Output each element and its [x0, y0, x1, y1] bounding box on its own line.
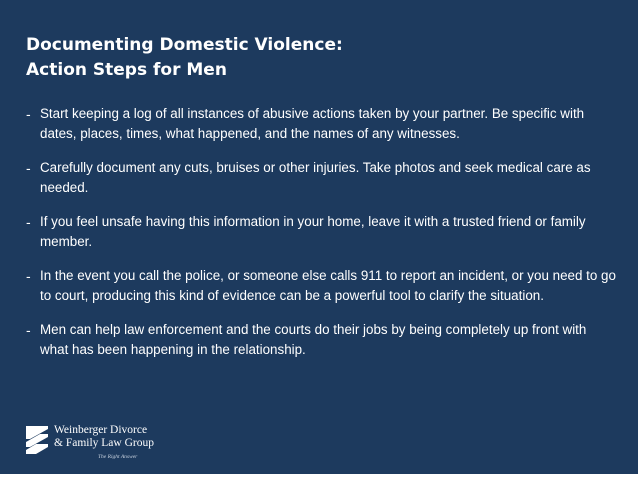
bullet-dash: -	[26, 322, 31, 338]
slide-title-line-1: Documenting Domestic Violence:	[26, 35, 343, 55]
bullet-text: Men can help law enforcement and the courts do their jobs by being completely up front with what has been happening in the relationship.	[40, 322, 587, 357]
bullet-dash: -	[26, 160, 31, 176]
logo-line-1: Weinberger Divorce	[54, 424, 148, 436]
bullet-list	[26, 104, 616, 374]
logo-wordmark	[54, 424, 154, 450]
bullet-text: Carefully document any cuts, bruises or other injuries. Take photos and seek medical care as needed.	[40, 160, 591, 195]
bullet-dash: -	[26, 268, 31, 284]
bullet-text: If you feel unsafe having this information in your home, leave it with a trusted friend or family member.	[40, 214, 586, 249]
bullet-item	[26, 320, 616, 360]
bullet-item	[26, 104, 616, 144]
slide-title-line-2: Action Steps for Men	[26, 60, 227, 80]
stacked-stripes-icon	[26, 426, 48, 454]
logo-line-2: & Family Law Group	[54, 437, 154, 449]
bullet-item	[26, 266, 616, 306]
bullet-item	[26, 158, 616, 198]
slide-title	[26, 33, 343, 83]
bullet-text: Start keeping a log of all instances of abusive actions taken by your partner. Be specific with dates, places, times, what happened, and the names of any witnesses.	[40, 106, 585, 141]
bullet-text: In the event you call the police, or someone else calls 911 to report an incident, or you need to go to court, producing this kind of evidence can be a powerful tool to clarify the situation.	[40, 268, 616, 303]
logo-tagline: The Right Answer	[98, 454, 138, 460]
bullet-dash: -	[26, 106, 31, 122]
bullet-item	[26, 212, 616, 252]
bullet-dash: -	[26, 214, 31, 230]
